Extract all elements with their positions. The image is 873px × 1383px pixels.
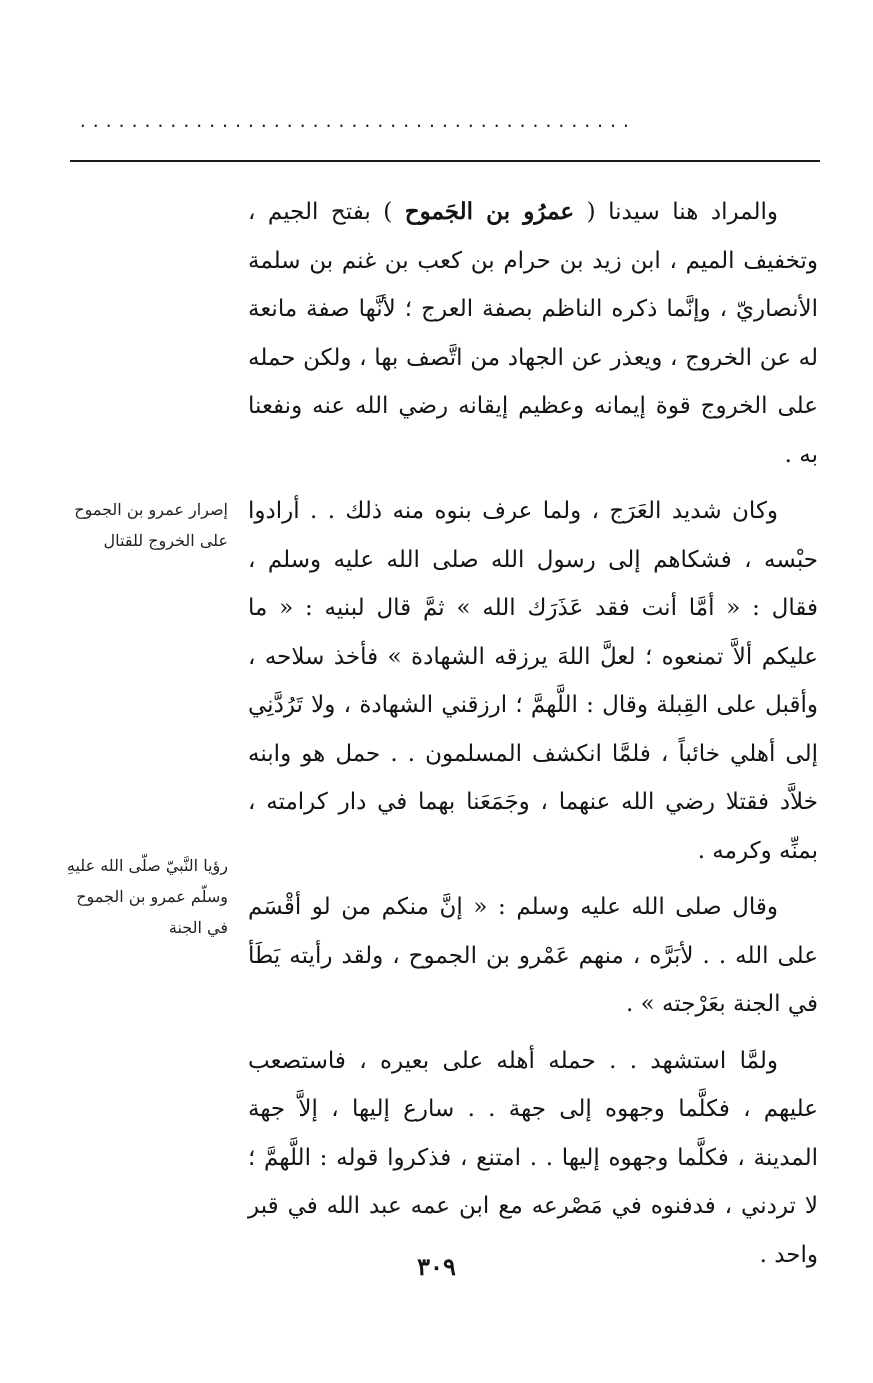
paragraph-3: وقال صلى الله عليه وسلم : « إنَّ منكم من لو أقْسَم على الله . . لأبَرَّه ، منهم عَمْرو بن الجموح ، ولقد رأيته يَطَأ في الجنة بعَرْجته » . (248, 894, 818, 1017)
margin-note-2: رؤيا النَّبيّ صلّى الله عليهِ وسلّم عمرو بن الجموح في الجنة (66, 856, 228, 937)
paragraph-1 (248, 188, 818, 479)
paragraph-1-text-after: ) بفتح الجيم ، وتخفيف الميم ، ابن زيد بن حرام بن كعب بن غنم بن سلمة الأنصاريّ ، وإنَّما ذكره الناظم بصفة العرج ؛ لأنَّها صفة مانعة له عن الخروج ، ويعذر عن الجهاد من اتَّصف بها ، ولكن حمله على الخروج قوة إيمانه وعظيم إيقانه رضي الله عنه ونفعنا به . (248, 199, 818, 468)
paragraph-2: وكان شديد العَرَج ، ولما عرف بنوه منه ذلك . . أرادوا حبْسه ، فشكاهم إلى رسول الله صلى الله عليه وسلم ، فقال : « أمَّا أنت فقد عَذَرَك الله » ثمَّ قال لبنيه : « ما عليكم ألاَّ تمنعوه ؛ لعلَّ اللهَ يرزقه الشهادة » فأخذ سلاحه ، وأقبل على القِبلة وقال : اللَّهمَّ ؛ ارزقني الشهادة ، ولا تَرُدَّنِي إلى أهلي خائباً ، فلمَّا انكشف المسلمون . . حمل هو وابنه خلاَّد فقتلا رضي الله عنهما ، وجَمَعَنا بهما في دار كرامته ، بمنِّه وكرمه . (248, 498, 818, 864)
paragraph-1-bold-name: عمرُو بن الجَموح (404, 198, 575, 225)
paragraph-4: ولمَّا استشهد . . حمله أهله على بعيره ، فاستصعب عليهم ، فكلَّما وجهوه إلى جهة . . سارع إليها ، إلاَّ جهة المدينة ، فكلَّما وجهوه إليها . . امتنع ، فذكروا قوله : اللَّهمَّ ؛ لا تردني ، فدفنوه في مَصْرعه مع ابن عمه عبد الله في قبر واحد . (248, 1047, 818, 1268)
header-dotted-line: ........................................... (78, 112, 635, 131)
page-number: ٣٠٩ (417, 1252, 456, 1281)
main-text (248, 188, 818, 1279)
header-rule (70, 160, 820, 162)
margin-note-1: إصرار عمرو بن الجموح على الخروج للقتال (74, 500, 228, 550)
paragraph-1-text-before: والمراد هنا سيدنا ( (574, 199, 778, 225)
